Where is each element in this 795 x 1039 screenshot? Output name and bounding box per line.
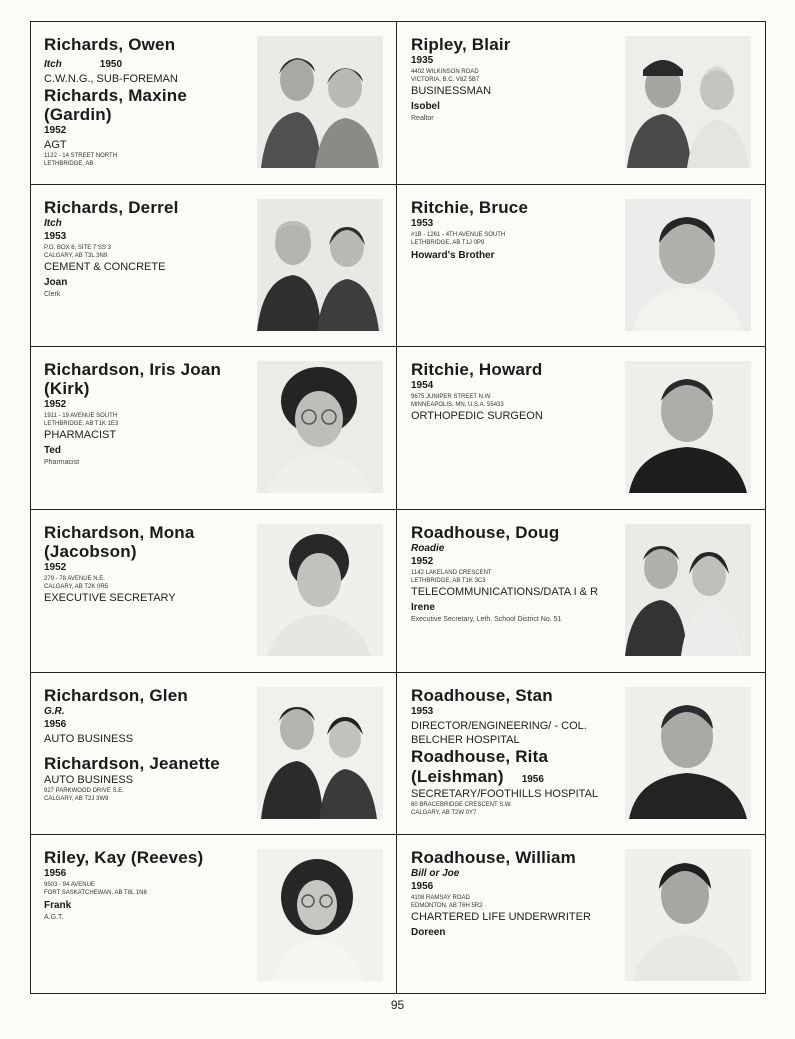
entry-name: Richards, Derrel [44, 198, 179, 217]
entry-card [397, 673, 765, 835]
portrait-photo [257, 524, 383, 656]
entry-year: 1954 [411, 380, 434, 391]
entry-text [411, 523, 626, 624]
entry-text [44, 848, 259, 922]
entry-year: 1953 [411, 218, 434, 229]
entry-occupation: PHARMACIST [44, 429, 117, 441]
portrait-photo [257, 361, 383, 493]
entry-name: Roadhouse, William [411, 848, 576, 867]
entry-occupation: EXECUTIVE SECRETARY [44, 592, 176, 604]
entry-address-line1: 4402 WILKINSON ROAD [411, 69, 479, 75]
entry-year: 1953 [44, 231, 67, 242]
couple-portrait-photo [257, 687, 383, 819]
entry-address-line1: 4108 RAMSAY ROAD [411, 895, 470, 901]
entry-address-line2: MINNEAPOLIS, MN, U.S.A. 55433 [411, 402, 504, 408]
entry-card [31, 347, 397, 510]
entry-occupation: TELECOMMUNICATIONS/DATA I & R [411, 586, 599, 598]
entry-name: Roadhouse, Doug [411, 523, 560, 542]
entry-address-line2: LETHBRIDGE, AB T1K 3C3 [411, 578, 486, 584]
portrait-photo [625, 199, 751, 331]
entry-address-line1: 279 - 78 AVENUE N.E. [44, 576, 105, 582]
entry-card [31, 673, 397, 835]
couple-portrait-photo [625, 524, 751, 656]
entry-card [397, 347, 765, 510]
entry-year-2: 1956 [521, 774, 544, 785]
entry-text [411, 686, 626, 817]
entry-year: 1956 [411, 881, 434, 892]
entry-occupation: C.W.N.G., SUB-FOREMAN [44, 73, 178, 85]
entry-name: Richardson, Glen [44, 686, 188, 705]
portrait-photo [625, 361, 751, 493]
entry-year: 1952 [44, 562, 67, 573]
entry-text [44, 686, 259, 803]
entry-occupation: CHARTERED LIFE UNDERWRITER [411, 911, 591, 923]
entry-spouse: Isobel [411, 101, 440, 112]
entry-spouse-occupation: Realtor [411, 115, 434, 122]
entry-nickname: Itch [44, 218, 62, 229]
entry-address-line2: LETHBRIDGE, AB T1K 1E3 [44, 421, 119, 427]
entry-spouse: Irene [411, 602, 435, 613]
entry-name: Richards, Owen [44, 35, 176, 54]
entry-card [397, 22, 765, 185]
entry-card [397, 835, 765, 993]
entry-text [411, 198, 626, 263]
entry-card [397, 510, 765, 673]
entry-text [44, 360, 259, 467]
entry-spouse: Frank [44, 900, 72, 911]
entry-address-line2: LETHBRIDGE, AB T1J 0P9 [411, 240, 485, 246]
entry-nickname: Itch [44, 59, 62, 70]
entry-text [44, 523, 259, 605]
entry-year: 1952 [44, 399, 67, 410]
entry-address-line1: 9675 JUNIPER STREET N.W. [411, 394, 492, 400]
entry-address-line2: VICTORIA, B.C. V8Z 5B7 [411, 77, 480, 83]
entry-address-line2: CALGARY, AB T2K 0R5 [44, 584, 109, 590]
portrait-photo [257, 849, 383, 981]
entry-text [44, 35, 259, 168]
entry-name: Richardson, Mona (Jacobson) [44, 523, 195, 561]
entry-nickname: Roadie [411, 543, 445, 554]
entry-name: Ripley, Blair [411, 35, 511, 54]
entry-occupation: AUTO BUSINESS [44, 733, 134, 745]
entry-address-line1: #1B - 1261 - 4TH AVENUE SOUTH [411, 232, 506, 238]
entry-address-line1: 60 BRACEBRIDGE CRESCENT S.W. [411, 802, 512, 808]
entry-address-line2: FORT SASKATCHEWAN, AB T8L 1N8 [44, 890, 147, 896]
entry-address-line2: CALGARY, AB T2W 0Y7 [411, 810, 477, 816]
couple-portrait-photo [257, 199, 383, 331]
entry-spouse-occupation: Clerk [44, 291, 61, 298]
couple-portrait-photo [257, 36, 383, 168]
portrait-photo [625, 849, 751, 981]
entry-address-line2: EDMONTON, AB T6H 5R2 [411, 903, 483, 909]
entry-name: Roadhouse, Stan [411, 686, 553, 705]
portrait-photo [625, 687, 751, 819]
entry-relation: Howard's Brother [411, 250, 495, 261]
entry-card [31, 185, 397, 347]
entry-name: Richardson, Iris Joan (Kirk) [44, 360, 222, 398]
entry-name-2: Richardson, Jeanette [44, 754, 220, 773]
entry-address-line1: 9503 - 94 AVENUE [44, 882, 95, 888]
entry-occupation: CEMENT & CONCRETE [44, 261, 166, 273]
yearbook-grid [30, 21, 766, 994]
entry-occupation: BUSINESSMAN [411, 85, 492, 97]
entry-card [397, 185, 765, 347]
entry-spouse: Doreen [411, 927, 446, 938]
entry-year: 1935 [411, 55, 434, 66]
entry-address-line2: CALGARY, AB T2J 3W9 [44, 796, 109, 802]
couple-portrait-photo [625, 36, 751, 168]
entry-name-2: Richards, Maxine (Gardin) [44, 86, 188, 124]
entry-text [44, 198, 259, 299]
entry-spouse-occupation: A.G.T. [44, 914, 64, 921]
entry-year: 1952 [411, 556, 434, 567]
entry-year: 1956 [44, 719, 67, 730]
entry-text [411, 360, 626, 423]
entry-text [411, 848, 626, 940]
entry-address-line1: 1911 - 19 AVENUE SOUTH [44, 413, 118, 419]
entry-card [31, 22, 397, 185]
entry-occupation-2: AGT [44, 139, 67, 151]
entry-card [31, 510, 397, 673]
entry-nickname: G.R. [44, 706, 65, 717]
entry-card [31, 835, 397, 993]
entry-name: Ritchie, Bruce [411, 198, 529, 217]
entry-year: 1953 [411, 706, 434, 717]
entry-occupation-2: AUTO BUSINESS [44, 774, 134, 786]
entry-occupation: DIRECTOR/ENGINEERING/ - COL. BELCHER HOSPITAL [411, 720, 587, 746]
entry-spouse: Ted [44, 445, 62, 456]
entry-occupation-2: SECRETARY/FOOTHILLS HOSPITAL [411, 788, 599, 800]
entry-nickname: Bill or Joe [411, 868, 460, 879]
entry-year-2: 1952 [44, 125, 67, 136]
entry-year: 1956 [44, 868, 67, 879]
entry-address-line1: 927 PARKWOOD DRIVE S.E. [44, 788, 124, 794]
entry-address-line2: CALGARY, AB T3L 3N9 [44, 253, 108, 259]
entry-year: 1950 [99, 59, 123, 70]
entry-name: Ritchie, Howard [411, 360, 543, 379]
entry-address-line1: P.O. BOX 6, SITE 7 SS 3 [44, 245, 111, 251]
entry-occupation: ORTHOPEDIC SURGEON [411, 410, 543, 422]
entry-spouse: Joan [44, 277, 68, 288]
entry-name-2: Roadhouse, Rita (Leishman) [411, 747, 549, 786]
page-number: 95 [390, 998, 405, 1012]
entry-spouse-occupation: Executive Secretary, Leth. School District No. 51 [411, 616, 562, 623]
entry-address-line1: 1122 - 14 STREET NORTH [44, 153, 118, 159]
entry-text [411, 35, 626, 123]
entry-name: Riley, Kay (Reeves) [44, 848, 204, 867]
entry-address-line2: LETHBRIDGE, AB [44, 161, 94, 167]
entry-spouse-occupation: Pharmacist [44, 459, 80, 466]
entry-address-line1: 1142 LAKELAND CRESCENT [411, 570, 492, 576]
